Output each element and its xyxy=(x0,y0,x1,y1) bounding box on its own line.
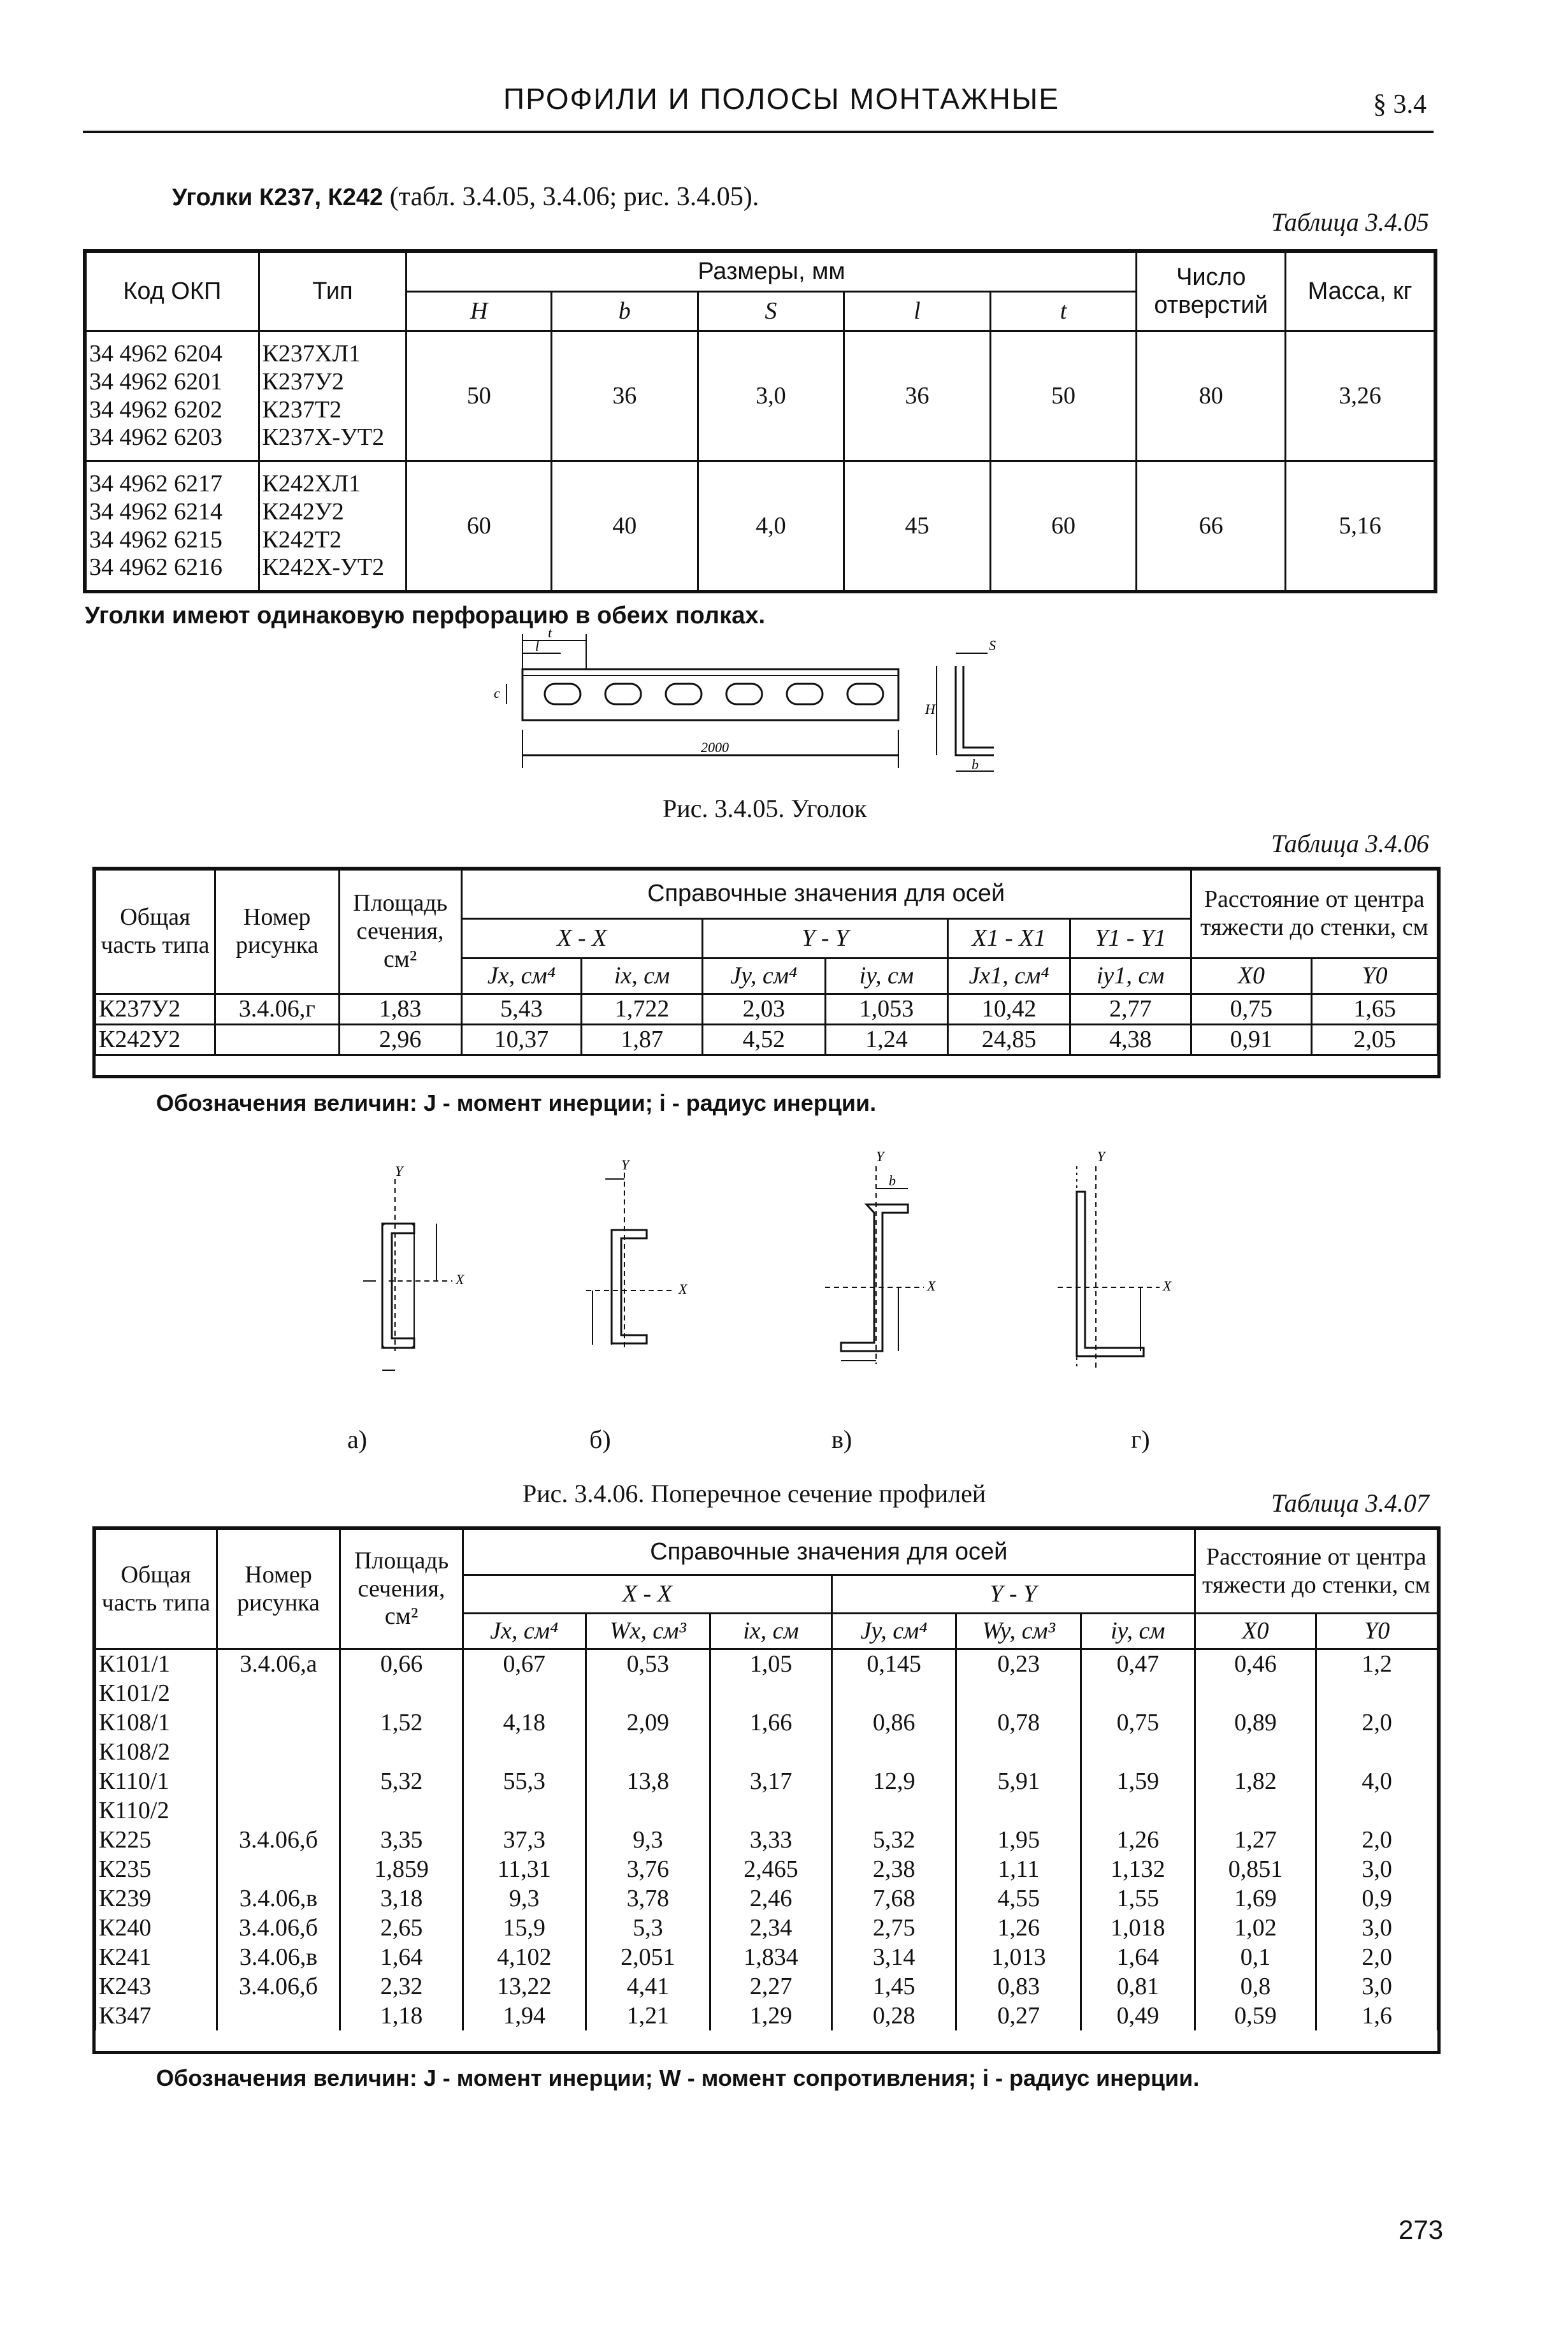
cell-jx: 10,37 xyxy=(461,1025,582,1055)
cell-jy: 3,14 xyxy=(831,1942,956,1972)
cell-t: 50 xyxy=(990,331,1137,461)
cell-iy: 0,47 xyxy=(1081,1649,1195,1679)
cell-ix xyxy=(710,1679,832,1708)
cell-wy: 0,27 xyxy=(956,2001,1081,2030)
fig2-g-axis-y: Y xyxy=(1097,1148,1105,1164)
figure-3-4-05-caption: Рис. 3.4.05. Уголок xyxy=(663,794,867,823)
cell-ix: 2,465 xyxy=(710,1855,832,1884)
cell-iy: 1,018 xyxy=(1081,1913,1195,1942)
type-cell: К237ХЛ1 К237У2 К237Т2 К237Х-УТ2 xyxy=(259,331,406,461)
table-3-4-05 xyxy=(85,251,1435,592)
fig2-a-axis-y: Y xyxy=(395,1163,403,1179)
cell-iy: 1,64 xyxy=(1081,1942,1195,1972)
cell-jx: 37,3 xyxy=(463,1825,586,1855)
cell-fig xyxy=(217,1855,340,1884)
th-S: S xyxy=(698,292,844,331)
th-wy: Wy, см³ xyxy=(956,1614,1081,1649)
th-jy: Jy, см⁴ xyxy=(702,958,825,994)
cell-part: К237У2 xyxy=(96,994,215,1025)
cell-iy: 1,132 xyxy=(1081,1855,1195,1884)
cell-x0: 1,69 xyxy=(1195,1884,1316,1913)
cell-wx xyxy=(586,1737,710,1767)
cell-x0 xyxy=(1195,1796,1316,1825)
cell-iy: 0,75 xyxy=(1081,1708,1195,1737)
fig2-label-a-text: а) xyxy=(347,1425,368,1454)
cell-ix: 3,33 xyxy=(710,1825,832,1855)
cell-l: 45 xyxy=(844,461,991,591)
table-row xyxy=(86,331,1435,461)
th-x1: X1 - X1 xyxy=(948,919,1070,958)
running-header-title: ПРОФИЛИ И ПОЛОСЫ МОНТАЖНЫЕ xyxy=(503,82,1060,115)
cell-x0: 0,59 xyxy=(1195,2001,1316,2030)
cell-x0: 0,46 xyxy=(1195,1649,1316,1679)
th-yy: Y - Y xyxy=(702,919,947,958)
cell-ix: 1,29 xyxy=(710,2001,832,2030)
code-cell: 34 4962 6217 34 4962 6214 34 4962 6215 34 4962 6216 xyxy=(86,461,259,591)
cell-y0: 2,0 xyxy=(1316,1942,1438,1972)
th-ref: Справочные значения для осей xyxy=(463,1530,1195,1575)
cell-fig: 3.4.06,г xyxy=(215,994,339,1025)
cell-wx: 2,051 xyxy=(586,1942,710,1972)
cell-x0: 0,89 xyxy=(1195,1708,1316,1737)
th-x0: X0 xyxy=(1191,958,1312,994)
cell-y0 xyxy=(1316,1737,1438,1767)
cell-ix: 1,87 xyxy=(582,1025,703,1055)
cell-part: К110/2 xyxy=(96,1796,217,1825)
th-y0: Y0 xyxy=(1312,958,1438,994)
cell-iy: 0,81 xyxy=(1081,1972,1195,2001)
cell-wy: 0,83 xyxy=(956,1972,1081,2001)
cell-jx: 4,18 xyxy=(463,1708,586,1737)
fig1-label-b: b xyxy=(972,756,979,772)
cell-y0: 2,0 xyxy=(1316,1708,1438,1737)
th-jx: Jx, см⁴ xyxy=(463,1614,586,1649)
cell-area: 3,35 xyxy=(340,1825,463,1855)
cell-x0: 0,8 xyxy=(1195,1972,1316,2001)
cell-ix: 2,46 xyxy=(710,1884,832,1913)
table-row xyxy=(96,2001,1438,2030)
cell-part: К225 xyxy=(96,1825,217,1855)
intro-line xyxy=(172,182,759,212)
cell-jx: 0,67 xyxy=(463,1649,586,1679)
code-cell: 34 4962 6204 34 4962 6201 34 4962 6202 34 4962 6203 xyxy=(86,331,259,461)
cell-x0: 0,75 xyxy=(1191,994,1312,1025)
cell-wx: 3,78 xyxy=(586,1884,710,1913)
cell-x0: 0,851 xyxy=(1195,1855,1316,1884)
cell-iy1: 2,77 xyxy=(1070,994,1191,1025)
th-code: Код ОКП xyxy=(86,252,259,331)
cell-area: 0,66 xyxy=(340,1649,463,1679)
cell-area: 1,64 xyxy=(340,1942,463,1972)
table-3-4-07 xyxy=(94,1528,1439,2030)
cell-wy: 1,95 xyxy=(956,1825,1081,1855)
cell-jx: 4,102 xyxy=(463,1942,586,1972)
table-row xyxy=(96,1913,1438,1942)
th-fig: Номер рисунка xyxy=(217,1530,340,1649)
th-dist: Расстояние от центра тяжести до стенки, см xyxy=(1191,870,1437,958)
th-xx: X - X xyxy=(461,919,702,958)
cell-x0: 1,02 xyxy=(1195,1913,1316,1942)
cell-iy: 1,24 xyxy=(825,1025,948,1055)
cell-fig xyxy=(215,1025,339,1055)
cell-wy: 5,91 xyxy=(956,1767,1081,1796)
cell-jy: 2,38 xyxy=(831,1855,956,1884)
th-jx1: Jx1, см⁴ xyxy=(948,958,1070,994)
th-dims: Размеры, мм xyxy=(406,252,1137,292)
cell-ix: 2,34 xyxy=(710,1913,832,1942)
th-area: Площадь сечения, см² xyxy=(339,870,461,994)
cell-wy: 0,78 xyxy=(956,1708,1081,1737)
fig1-label-H: H xyxy=(925,701,935,717)
cell-jy: 0,86 xyxy=(831,1708,956,1737)
cell-area: 2,32 xyxy=(340,1972,463,2001)
cell-area: 1,83 xyxy=(339,994,461,1025)
cell-area: 5,32 xyxy=(340,1767,463,1796)
fig1-label-t: t xyxy=(548,628,552,640)
cell-ix: 1,05 xyxy=(710,1649,832,1679)
cell-part: К241 xyxy=(96,1942,217,1972)
cell-fig xyxy=(217,1708,340,1737)
cell-ix: 1,834 xyxy=(710,1942,832,1972)
fig2-g-axis-x: X xyxy=(1163,1278,1172,1294)
cell-jx xyxy=(463,1737,586,1767)
cell-area xyxy=(340,1679,463,1708)
cell-jy xyxy=(831,1796,956,1825)
cell-H: 60 xyxy=(406,461,552,591)
cell-wx: 0,53 xyxy=(586,1649,710,1679)
fig2-v-axis-y: Y xyxy=(876,1148,884,1164)
cell-ix xyxy=(710,1796,832,1825)
table-row xyxy=(86,461,1435,591)
table-row xyxy=(96,1025,1438,1055)
header-rule xyxy=(83,131,1434,133)
th-mass: Масса, кг xyxy=(1286,252,1435,331)
th-iy: iy, см xyxy=(825,958,948,994)
cell-wy: 0,23 xyxy=(956,1649,1081,1679)
cell-holes: 80 xyxy=(1137,331,1286,461)
cell-wx xyxy=(586,1796,710,1825)
cell-iy: 1,55 xyxy=(1081,1884,1195,1913)
cell-part: К243 xyxy=(96,1972,217,2001)
cell-jy: 12,9 xyxy=(831,1767,956,1796)
cell-fig xyxy=(217,1737,340,1767)
th-part: Общая часть типа xyxy=(96,870,215,994)
cell-area xyxy=(340,1737,463,1767)
cell-jx: 15,9 xyxy=(463,1913,586,1942)
cell-t: 60 xyxy=(990,461,1137,591)
th-t: t xyxy=(990,292,1137,331)
cell-mass: 5,16 xyxy=(1286,461,1435,591)
figure-3-4-06-drawing xyxy=(293,1141,1325,1428)
cell-y0: 1,2 xyxy=(1316,1649,1438,1679)
table-3-4-05-caption: Таблица 3.4.05 xyxy=(1271,208,1429,236)
table-row xyxy=(96,1649,1438,1679)
cell-x0: 0,91 xyxy=(1191,1025,1312,1055)
cell-area xyxy=(340,1796,463,1825)
cell-x0 xyxy=(1195,1679,1316,1708)
cell-part: К110/1 xyxy=(96,1767,217,1796)
th-jy: Jy, см⁴ xyxy=(831,1614,956,1649)
th-b: b xyxy=(551,292,698,331)
cell-area: 1,52 xyxy=(340,1708,463,1737)
fig2-b-axis-x: X xyxy=(679,1281,687,1297)
cell-fig xyxy=(217,1767,340,1796)
th-yy: Y - Y xyxy=(831,1575,1195,1614)
th-ix: ix, см xyxy=(582,958,703,994)
page-number: 273 xyxy=(1399,2215,1444,2245)
cell-b: 40 xyxy=(551,461,698,591)
cell-y0: 1,6 xyxy=(1316,2001,1438,2030)
cell-jx: 1,94 xyxy=(463,2001,586,2030)
cell-ix: 2,27 xyxy=(710,1972,832,2001)
table-row xyxy=(96,1825,1438,1855)
cell-wx xyxy=(586,1679,710,1708)
cell-ix xyxy=(710,1737,832,1767)
cell-iy: 1,053 xyxy=(825,994,948,1025)
cell-y0: 2,05 xyxy=(1312,1025,1438,1055)
cell-part: К108/1 xyxy=(96,1708,217,1737)
table-row xyxy=(96,1767,1438,1796)
table-3-4-07-caption: Таблица 3.4.07 xyxy=(1271,1489,1429,1517)
cell-x0: 1,27 xyxy=(1195,1825,1316,1855)
fig1-label-S: S xyxy=(989,637,996,653)
cell-iy xyxy=(1081,1737,1195,1767)
cell-iy xyxy=(1081,1796,1195,1825)
cell-wy: 4,55 xyxy=(956,1884,1081,1913)
table-row xyxy=(96,1737,1438,1767)
cell-fig: 3.4.06,б xyxy=(217,1825,340,1855)
fig2-label-g-text: г) xyxy=(1131,1425,1150,1454)
cell-part: К235 xyxy=(96,1855,217,1884)
cell-area: 1,859 xyxy=(340,1855,463,1884)
cell-iy xyxy=(1081,1679,1195,1708)
cell-jy: 5,32 xyxy=(831,1825,956,1855)
table-3-4-06-caption: Таблица 3.4.06 xyxy=(1271,829,1429,858)
cell-l: 36 xyxy=(844,331,991,461)
cell-fig: 3.4.06,б xyxy=(217,1972,340,2001)
cell-area: 3,18 xyxy=(340,1884,463,1913)
running-header-section: § 3.4 xyxy=(1373,90,1427,119)
cell-jy: 7,68 xyxy=(831,1884,956,1913)
cell-iy: 0,49 xyxy=(1081,2001,1195,2030)
table-row xyxy=(96,1942,1438,1972)
fig2-label-b-text: б) xyxy=(589,1425,611,1454)
cell-jy: 4,52 xyxy=(702,1025,825,1055)
table-row xyxy=(96,1796,1438,1825)
cell-iy1: 4,38 xyxy=(1070,1025,1191,1055)
cell-wy xyxy=(956,1679,1081,1708)
cell-wy xyxy=(956,1737,1081,1767)
cell-jy: 0,145 xyxy=(831,1649,956,1679)
th-H: H xyxy=(406,292,552,331)
th-jx: Jx, см⁴ xyxy=(461,958,582,994)
cell-mass: 3,26 xyxy=(1286,331,1435,461)
cell-jx: 11,31 xyxy=(463,1855,586,1884)
cell-part: К240 xyxy=(96,1913,217,1942)
th-area: Площадь сечения, см² xyxy=(340,1530,463,1649)
cell-jx: 5,43 xyxy=(461,994,582,1025)
table-row xyxy=(96,1884,1438,1913)
cell-holes: 66 xyxy=(1137,461,1286,591)
cell-x0: 0,1 xyxy=(1195,1942,1316,1972)
intro-bold: Уголки К237, К242 xyxy=(172,184,384,211)
cell-jx: 55,3 xyxy=(463,1767,586,1796)
cell-fig: 3.4.06,а xyxy=(217,1649,340,1679)
cell-H: 50 xyxy=(406,331,552,461)
th-ix: ix, см xyxy=(710,1614,832,1649)
cell-b: 36 xyxy=(551,331,698,461)
th-dist: Расстояние от центра тяжести до стенки, см xyxy=(1195,1530,1437,1614)
th-iy1: iy1, см xyxy=(1070,958,1191,994)
cell-ix: 1,66 xyxy=(710,1708,832,1737)
cell-S: 3,0 xyxy=(698,331,844,461)
cell-fig xyxy=(217,2001,340,2030)
cell-area: 2,65 xyxy=(340,1913,463,1942)
cell-wx: 13,8 xyxy=(586,1767,710,1796)
th-y1: Y1 - Y1 xyxy=(1070,919,1191,958)
cell-area: 2,96 xyxy=(339,1025,461,1055)
table-row xyxy=(96,1708,1438,1737)
fig1-label-c: c xyxy=(494,685,500,701)
th-xx: X - X xyxy=(463,1575,831,1614)
cell-wx: 9,3 xyxy=(586,1825,710,1855)
intro-rest: (табл. 3.4.05, 3.4.06; рис. 3.4.05). xyxy=(383,182,759,212)
figure-3-4-05-drawing xyxy=(484,628,1045,781)
cell-iy: 1,59 xyxy=(1081,1767,1195,1796)
cell-part: К101/2 xyxy=(96,1679,217,1708)
cell-S: 4,0 xyxy=(698,461,844,591)
cell-y0: 3,0 xyxy=(1316,1855,1438,1884)
cell-x0 xyxy=(1195,1737,1316,1767)
cell-jy xyxy=(831,1679,956,1708)
cell-ix: 1,722 xyxy=(582,994,703,1025)
cell-area: 1,18 xyxy=(340,2001,463,2030)
cell-y0: 3,0 xyxy=(1316,1913,1438,1942)
cell-fig: 3.4.06,в xyxy=(217,1884,340,1913)
table-row xyxy=(96,1679,1438,1708)
cell-jx1: 10,42 xyxy=(948,994,1070,1025)
fig2-v-axis-x: X xyxy=(927,1278,936,1294)
th-holes: Число отверстий xyxy=(1137,252,1286,331)
cell-jx xyxy=(463,1679,586,1708)
cell-y0: 0,9 xyxy=(1316,1884,1438,1913)
th-y0: Y0 xyxy=(1316,1614,1438,1649)
cell-fig: 3.4.06,в xyxy=(217,1942,340,1972)
th-ref: Справочные значения для осей xyxy=(461,870,1191,919)
cell-wy: 1,11 xyxy=(956,1855,1081,1884)
cell-wx: 5,3 xyxy=(586,1913,710,1942)
fig1-dim-2000: 2000 xyxy=(701,739,729,755)
cell-fig xyxy=(217,1679,340,1708)
cell-jx xyxy=(463,1796,586,1825)
cell-part: К108/2 xyxy=(96,1737,217,1767)
t3-note: Обозначения величин: J - момент инерции; W - момент сопротивления; i - радиус инерции. xyxy=(156,2065,1200,2091)
cell-jy: 0,28 xyxy=(831,2001,956,2030)
th-wx: Wx, см³ xyxy=(586,1614,710,1649)
cell-part: К239 xyxy=(96,1884,217,1913)
th-fig: Номер рисунка xyxy=(215,870,339,994)
fig2-v-axis-b: b xyxy=(889,1173,896,1189)
fig2-b-axis-y: Y xyxy=(621,1157,629,1173)
cell-jx1: 24,85 xyxy=(948,1025,1070,1055)
cell-y0 xyxy=(1316,1679,1438,1708)
table-row xyxy=(96,1855,1438,1884)
cell-part: К242У2 xyxy=(96,1025,215,1055)
th-type: Тип xyxy=(259,252,406,331)
cell-y0: 4,0 xyxy=(1316,1767,1438,1796)
fig2-label-v-text: в) xyxy=(831,1425,852,1454)
table-3-4-06 xyxy=(94,869,1439,1056)
cell-iy: 1,26 xyxy=(1081,1825,1195,1855)
cell-wx: 4,41 xyxy=(586,1972,710,2001)
cell-y0 xyxy=(1316,1796,1438,1825)
th-part: Общая часть типа xyxy=(96,1530,217,1649)
fig2-a-axis-x: X xyxy=(456,1271,464,1287)
cell-jy: 1,45 xyxy=(831,1972,956,2001)
th-iy: iy, см xyxy=(1081,1614,1195,1649)
th-x0: X0 xyxy=(1195,1614,1316,1649)
th-l: l xyxy=(844,292,991,331)
cell-y0: 2,0 xyxy=(1316,1825,1438,1855)
type-cell: К242ХЛ1 К242У2 К242Т2 К242Х-УТ2 xyxy=(259,461,406,591)
t1-note: Уголки имеют одинаковую перфорацию в обеих полках. xyxy=(85,602,766,629)
cell-jy: 2,75 xyxy=(831,1913,956,1942)
cell-wy xyxy=(956,1796,1081,1825)
cell-y0: 1,65 xyxy=(1312,994,1438,1025)
cell-jx: 13,22 xyxy=(463,1972,586,2001)
t2-note: Обозначения величин: J - момент инерции; i - радиус инерции. xyxy=(156,1090,877,1116)
cell-part: К101/1 xyxy=(96,1649,217,1679)
figure-3-4-06-caption: Рис. 3.4.06. Поперечное сечение профилей xyxy=(522,1479,986,1508)
cell-wx: 1,21 xyxy=(586,2001,710,2030)
cell-wy: 1,013 xyxy=(956,1942,1081,1972)
cell-ix: 3,17 xyxy=(710,1767,832,1796)
cell-part: К347 xyxy=(96,2001,217,2030)
table-row xyxy=(96,994,1438,1025)
cell-fig xyxy=(217,1796,340,1825)
cell-x0: 1,82 xyxy=(1195,1767,1316,1796)
cell-wx: 3,76 xyxy=(586,1855,710,1884)
cell-fig: 3.4.06,б xyxy=(217,1913,340,1942)
table-3-4-07-body xyxy=(96,1649,1438,2030)
cell-y0: 3,0 xyxy=(1316,1972,1438,2001)
table-row xyxy=(96,1972,1438,2001)
cell-jx: 9,3 xyxy=(463,1884,586,1913)
cell-wx: 2,09 xyxy=(586,1708,710,1737)
cell-wy: 1,26 xyxy=(956,1913,1081,1942)
cell-jy: 2,03 xyxy=(702,994,825,1025)
cell-jy xyxy=(831,1737,956,1767)
fig1-label-l: l xyxy=(535,638,540,654)
